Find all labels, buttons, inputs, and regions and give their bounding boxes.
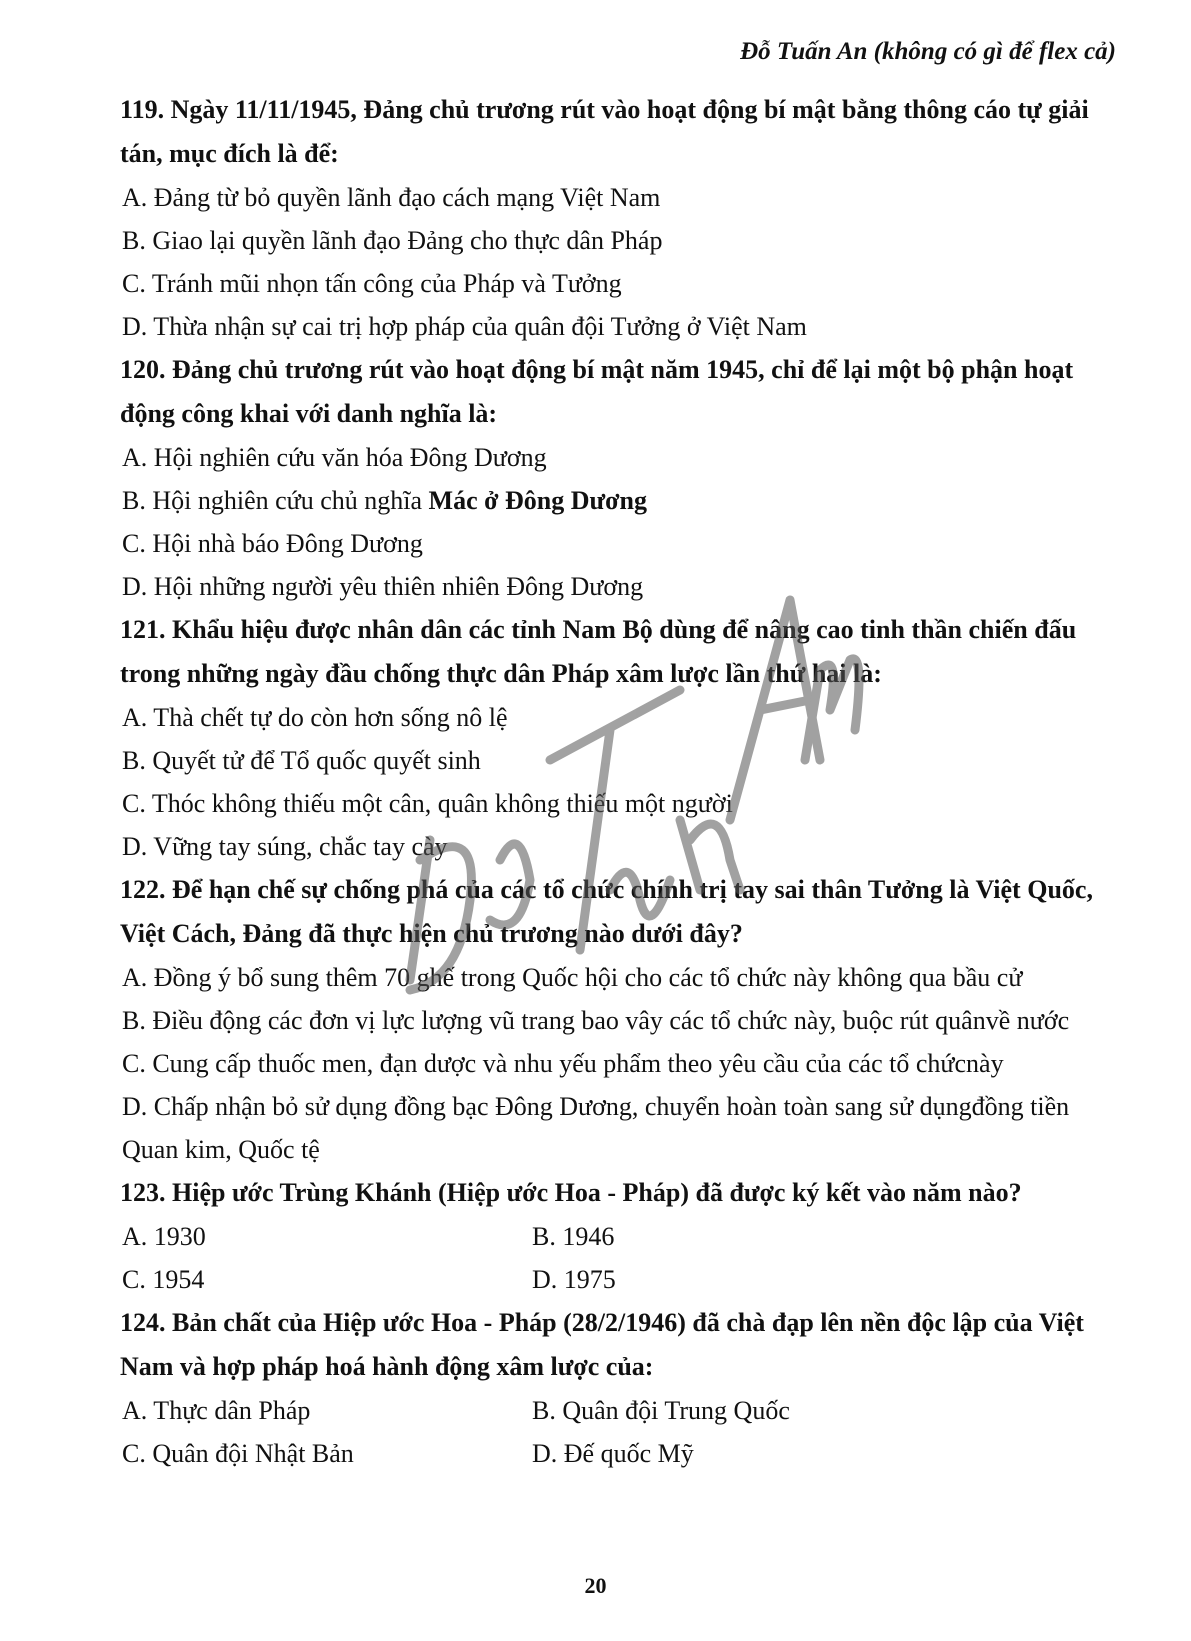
option-b: B. Quyết tử để Tổ quốc quyết sinh	[122, 746, 481, 775]
option-b: B. Quân đội Trung Quốc	[532, 1396, 790, 1425]
page-header-author: Đỗ Tuấn An (không có gì để flex cả)	[740, 38, 1116, 65]
option-c: C. Tránh mũi nhọn tấn công của Pháp và Tưởng	[122, 269, 622, 298]
question-119	[120, 88, 1120, 348]
option-a: A. Đảng từ bỏ quyền lãnh đạo cách mạng Việt Nam	[122, 183, 661, 212]
question-122	[120, 868, 1120, 1171]
question-title: 124. Bản chất của Hiệp ước Hoa - Pháp (28/2/1946) đã chà đạp lên nền độc lập của Việt Nam và hợp pháp hoá hành động xâm lược của:	[120, 1308, 1084, 1381]
option-b-plain: B. Hội nghiên cứu chủ nghĩa	[122, 486, 429, 515]
question-title: 119. Ngày 11/11/1945, Đảng chủ trương rút vào hoạt động bí mật bằng thông cáo tự giải tán, mục đích là để:	[120, 95, 1089, 168]
option-a: A. Thà chết tự do còn hơn sống nô lệ	[122, 703, 508, 732]
question-title: 121. Khẩu hiệu được nhân dân các tỉnh Nam Bộ dùng để nâng cao tinh thần chiến đấu trong những ngày đầu chống thực dân Pháp xâm lược lần thứ hai là:	[120, 615, 1077, 688]
option-b-bold: Mác ở Đông Dương	[428, 486, 647, 515]
option-grid	[120, 1215, 1120, 1301]
question-title: 123. Hiệp ước Trùng Khánh (Hiệp ước Hoa - Pháp) đã được ký kết vào năm nào?	[120, 1178, 1022, 1207]
option-c: C. Hội nhà báo Đông Dương	[122, 529, 423, 558]
option-d: D. 1975	[532, 1265, 616, 1294]
option-b: B. Điều động các đơn vị lực lượng vũ trang bao vây các tổ chức này, buộc rút quânvề nước	[122, 1006, 1070, 1035]
question-123	[120, 1171, 1120, 1301]
option-d: D. Đế quốc Mỹ	[532, 1439, 694, 1468]
option-c: C. 1954	[122, 1265, 205, 1294]
option-a: A. 1930	[122, 1222, 206, 1251]
option-a: A. Hội nghiên cứu văn hóa Đông Dương	[122, 443, 547, 472]
option-c: C. Cung cấp thuốc men, đạn dược và nhu yếu phẩm theo yêu cầu của các tổ chứcnày	[122, 1049, 1004, 1078]
option-d: D. Vững tay súng, chắc tay cày	[122, 832, 448, 861]
option-d: D. Hội những người yêu thiên nhiên Đông Dương	[122, 572, 644, 601]
question-list	[120, 88, 1120, 1475]
option-c: C. Thóc không thiếu một cân, quân không thiếu một người	[122, 789, 733, 818]
option-b: B. 1946	[532, 1222, 615, 1251]
option-a: A. Đồng ý bổ sung thêm 70 ghế trong Quốc hội cho các tổ chức này không qua bầu cử	[122, 963, 1023, 992]
question-title: 122. Để hạn chế sự chống phá của các tổ chức chính trị tay sai thân Tưởng là Việt Quốc, Việt Cách, Đảng đã thực hiện chủ trương nào dưới đây?	[120, 875, 1093, 948]
option-c: C. Quân đội Nhật Bản	[122, 1439, 354, 1468]
option-d: D. Chấp nhận bỏ sử dụng đồng bạc Đông Dương, chuyển hoàn toàn sang sử dụngđồng tiền Quan kim, Quốc tệ	[122, 1092, 1070, 1164]
question-121	[120, 608, 1120, 868]
question-124	[120, 1301, 1120, 1475]
option-a: A. Thực dân Pháp	[122, 1396, 311, 1425]
option-b	[120, 479, 1120, 522]
question-120	[120, 348, 1120, 608]
question-title: 120. Đảng chủ trương rút vào hoạt động bí mật năm 1945, chỉ để lại một bộ phận hoạt động công khai với danh nghĩa là:	[120, 355, 1074, 428]
option-d: D. Thừa nhận sự cai trị hợp pháp của quân đội Tưởng ở Việt Nam	[122, 312, 807, 341]
page-number: 20	[584, 1573, 607, 1598]
option-b: B. Giao lại quyền lãnh đạo Đảng cho thực dân Pháp	[122, 226, 663, 255]
option-grid	[120, 1389, 1120, 1475]
